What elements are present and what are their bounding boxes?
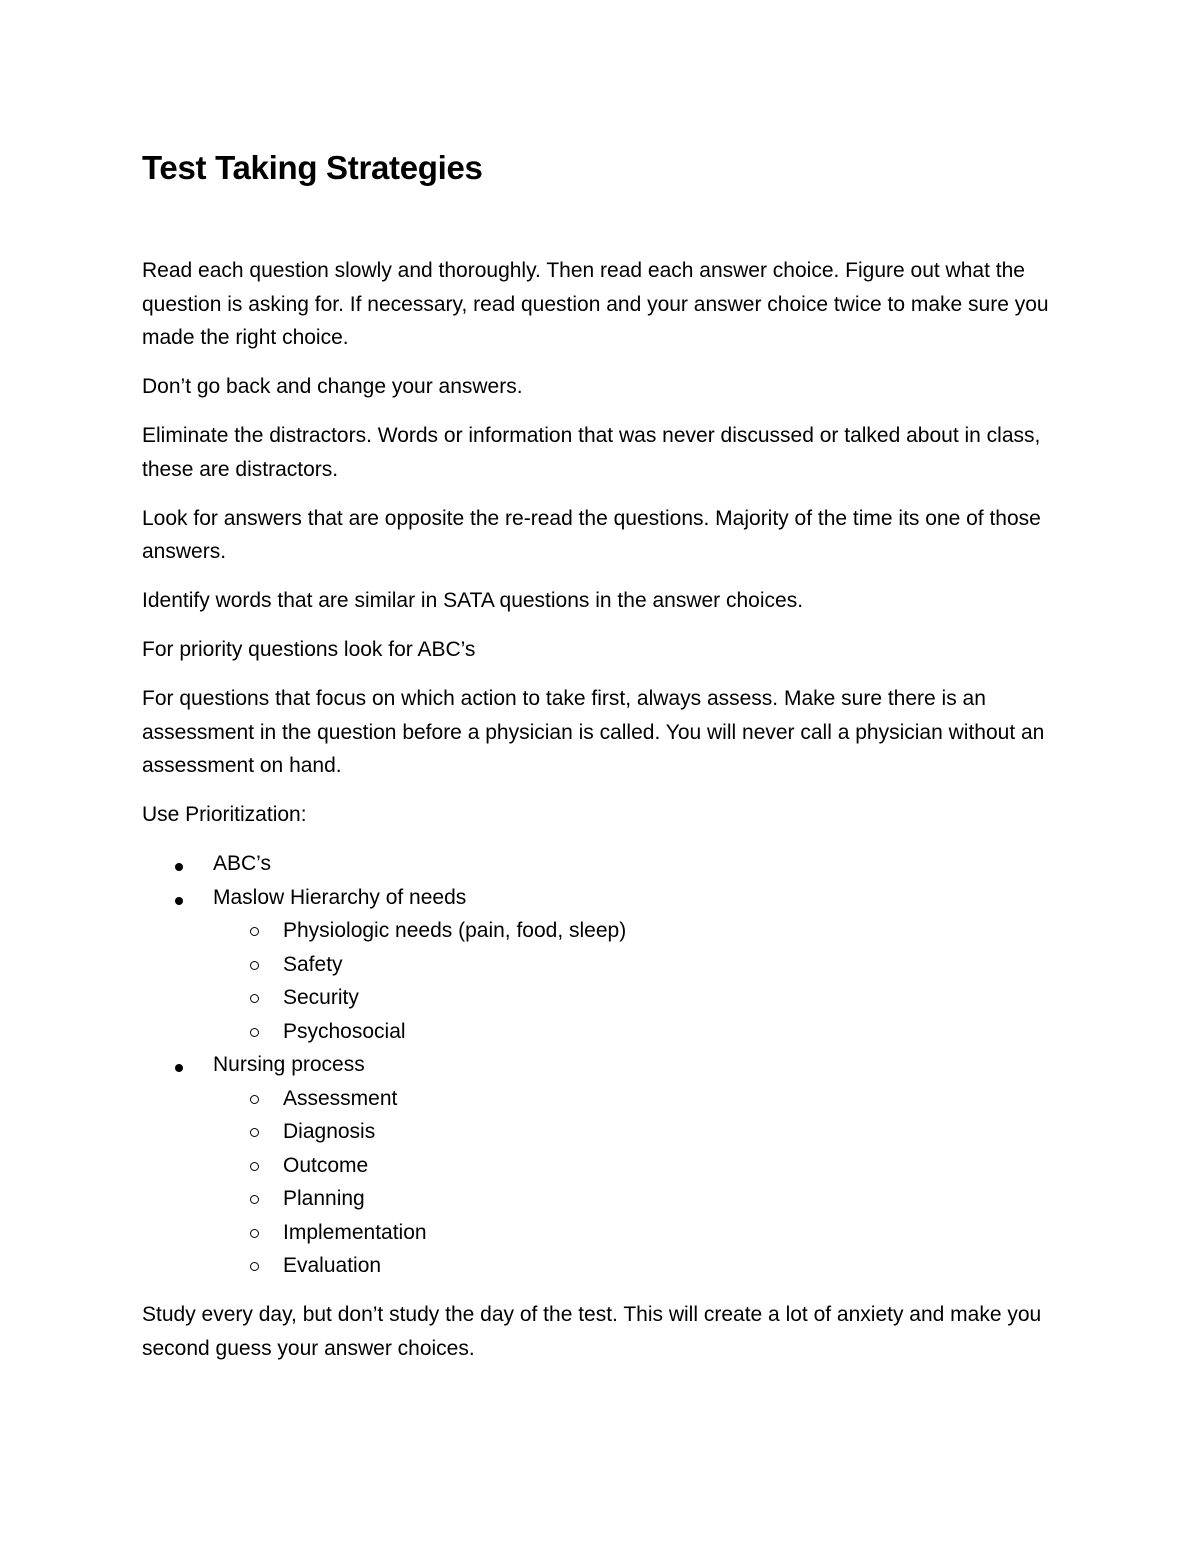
hollow-bullet-icon [250,1229,259,1238]
sublist-item-label: Planning [283,1187,365,1210]
sublist-item-label: Diagnosis [283,1120,376,1143]
paragraph-read-questions: Read each question slowly and thoroughly. Then read each answer choice. Figure out what the question is asking for. If necessary, read question and your answer choice twice to make sure you made the right choice. [142,259,1049,349]
sublist-nursing-process [213,1082,1072,1283]
paragraph-eliminate-distractors: Eliminate the distractors. Words or information that was never discussed or talked about in class, these are distractors. [142,424,1041,481]
sublist-item [213,981,1072,1015]
hollow-bullet-icon [250,994,259,1003]
sublist-item-label: Safety [283,952,343,976]
paragraph-study-every-day: Study every day, but don’t study the day of the test. This will create a lot of anxiety and make you second guess your answer choices. [142,1303,1042,1360]
list-item-label: Maslow Hierarchy of needs [213,885,467,909]
sublist-item-label: Implementation [283,1220,427,1244]
sublist-item [213,1015,1072,1049]
sublist-item-label: Security [283,986,359,1009]
hollow-bullet-icon [250,1262,259,1271]
list-item [142,881,1072,1049]
hollow-bullet-icon [250,927,259,936]
hollow-bullet-icon [250,961,259,970]
sublist-item-label: Outcome [283,1153,369,1177]
list-item [142,847,1072,881]
bullet-icon [175,863,183,871]
paragraph-opposite-answers: Look for answers that are opposite the re-read the questions. Majority of the time its one of those answers. [142,506,1041,563]
list-item [142,1048,1072,1283]
sublist-item-label: Psychosocial [283,1019,406,1043]
bullet-icon [175,1064,183,1072]
list-item-label: ABC’s [213,852,271,875]
hollow-bullet-icon [250,1095,259,1104]
sublist-item [213,1115,1072,1149]
sublist-item [213,1182,1072,1216]
sublist-item-label: Evaluation [283,1254,382,1277]
bullet-icon [175,897,183,905]
paragraph-assess-first: For questions that focus on which action to take first, always assess. Make sure there is an assessment in the question before a physician is called. You will never call a physician without an assessment on hand. [142,687,1045,777]
hollow-bullet-icon [250,1195,259,1204]
document-body [142,254,1072,1381]
prioritization-list [142,847,1072,1283]
sublist-item [213,1249,1072,1283]
sublist-item-label: Assessment [283,1086,398,1110]
sublist-item [213,914,1072,948]
sublist-item [213,1149,1072,1183]
paragraph-sata-words: Identify words that are similar in SATA questions in the answer choices. [142,589,804,612]
paragraph-priority-abcs: For priority questions look for ABC’s [142,638,476,661]
hollow-bullet-icon [250,1028,259,1037]
list-item-label: Nursing process [213,1053,365,1076]
paragraph-dont-change-answers: Don’t go back and change your answers. [142,375,523,398]
sublist-item [213,948,1072,982]
sublist-item [213,1216,1072,1250]
sublist-item-label: Physiologic needs (pain, food, sleep) [283,919,627,942]
hollow-bullet-icon [250,1128,259,1137]
paragraph-use-prioritization: Use Prioritization: [142,803,307,826]
hollow-bullet-icon [250,1162,259,1171]
sublist-maslow [213,914,1072,1048]
sublist-item [213,1082,1072,1116]
page-title: Test Taking Strategies [142,149,483,186]
